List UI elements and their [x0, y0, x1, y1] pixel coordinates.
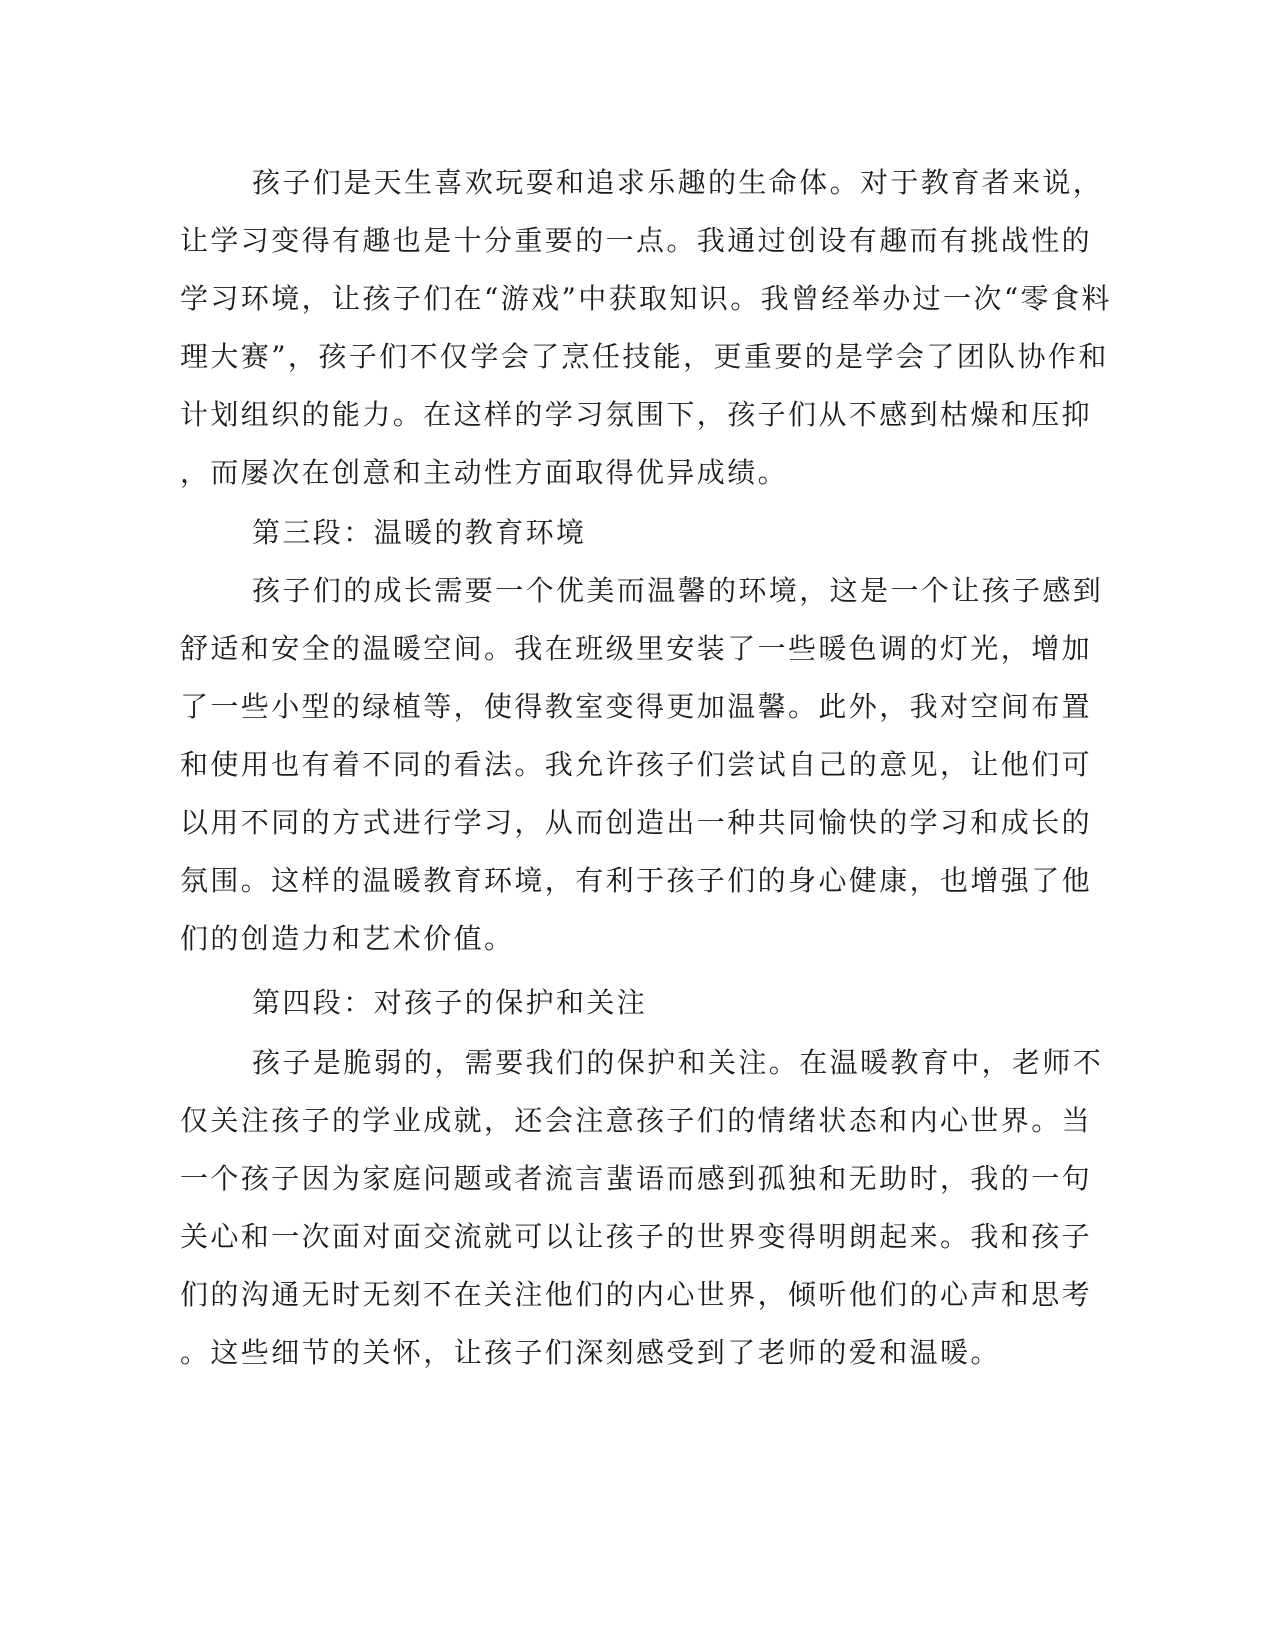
paragraph-line: 孩子们是天生喜欢玩耍和追求乐趣的生命体。对于教育者来说，	[252, 166, 1104, 199]
paragraph-line: 们的创造力和艺术价值。	[180, 922, 515, 955]
paragraph-line: 舒适和安全的温暖空间。我在班级里安装了一些暖色调的灯光，增加	[180, 632, 1093, 665]
paragraph-line: 孩子们的成长需要一个优美而温馨的环境，这是一个让孩子感到	[252, 574, 1104, 607]
paragraph-line: 一个孩子因为家庭问题或者流言蜚语而感到孤独和无助时，我的一句	[180, 1162, 1093, 1195]
paragraph-line: 孩子是脆弱的，需要我们的保护和关注。在温暖教育中，老师不	[252, 1046, 1104, 1079]
paragraph-line: 计划组织的能力。在这样的学习氛围下，孩子们从不感到枯燥和压抑	[180, 398, 1093, 431]
paragraph-line: 让学习变得有趣也是十分重要的一点。我通过创设有趣而有挑战性的	[180, 224, 1093, 257]
section-heading: 第三段：温暖的教育环境	[252, 516, 587, 549]
paragraph-line: 。这些细节的关怀，让孩子们深刻感受到了老师的爱和温暖。	[180, 1336, 1001, 1369]
paragraph-line: 们的沟通无时无刻不在关注他们的内心世界，倾听他们的心声和思考	[180, 1278, 1093, 1311]
paragraph-line: 仅关注孩子的学业成就，还会注意孩子们的情绪状态和内心世界。当	[180, 1104, 1093, 1137]
paragraph-line: 和使用也有着不同的看法。我允许孩子们尝试自己的意见，让他们可	[180, 748, 1093, 781]
paragraph-line: 理大赛”，孩子们不仅学会了烹任技能，更重要的是学会了团队协作和	[180, 340, 1109, 373]
paragraph-line: 关心和一次面对面交流就可以让孩子的世界变得明朗起来。我和孩子	[180, 1220, 1093, 1253]
paragraph-line: 了一些小型的绿植等，使得教室变得更加温馨。此外，我对空间布置	[180, 690, 1093, 723]
paragraph-line: ，而屡次在创意和主动性方面取得优异成绩。	[180, 456, 789, 489]
paragraph-line: 氛围。这样的温暖教育环境，有利于孩子们的身心健康，也增强了他	[180, 864, 1093, 897]
paragraph-line: 学习环境，让孩子们在“游戏”中获取知识。我曾经举办过一次“零食料	[180, 282, 1112, 315]
paragraph-line: 以用不同的方式进行学习，从而创造出一种共同愉快的学习和成长的	[180, 806, 1093, 839]
section-heading: 第四段：对孩子的保护和关注	[252, 986, 648, 1019]
